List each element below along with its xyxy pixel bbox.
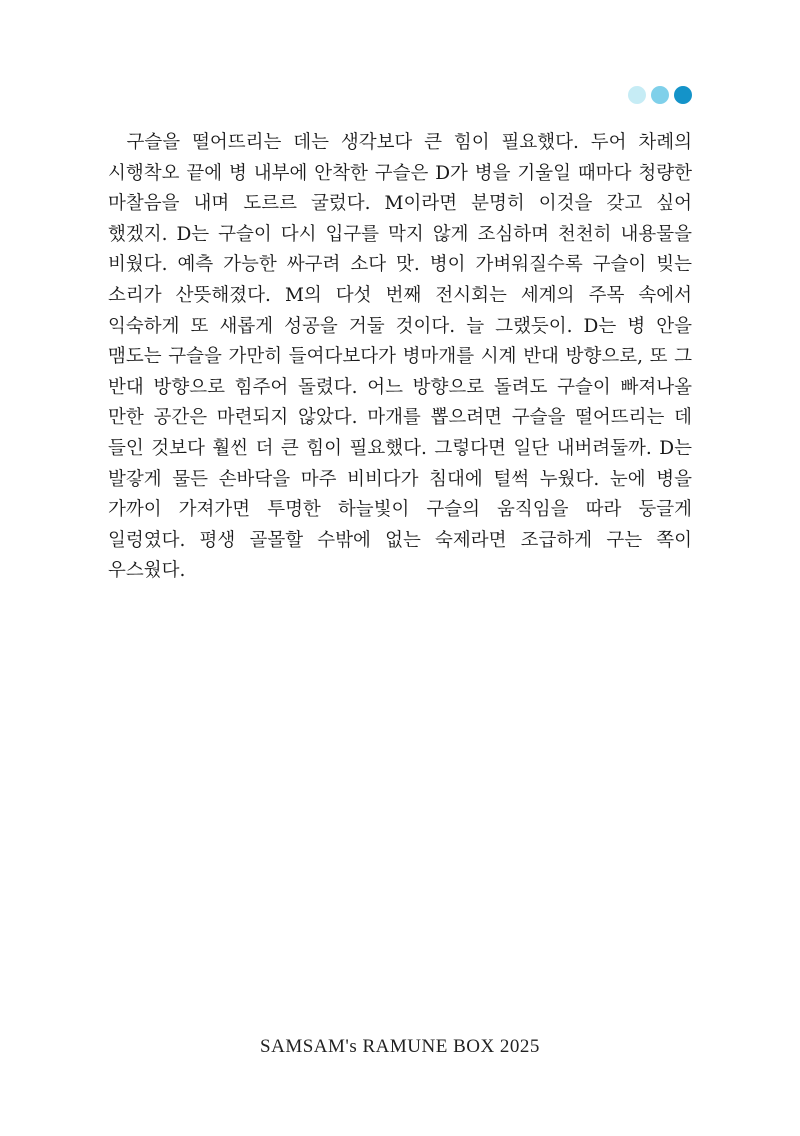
dot-light <box>628 86 646 104</box>
dot-dark <box>674 86 692 104</box>
body-paragraph: 구슬을 떨어뜨리는 데는 생각보다 큰 힘이 필요했다. 두어 차례의 시행착오 끝에 병 내부에 안착한 구슬은 D가 병을 기울일 때마다 청량한 마찰음을 내며 도르르 굴렀다. M이라면 분명히 이것을 갖고 싶어 했겠지. D는 구슬이 다시 입구를 막지 않게 조심하며 천천히 내용물을 비웠다. 예측 가능한 싸구려 소다 맛. 병이 가벼워질수록 구슬이 빚는 소리가 산뜻해졌다. M의 다섯 번째 전시회는 세계의 주목 속에서 익숙하게 또 새롭게 성공을 거둘 것이다. 늘 그랬듯이. D는 병 안을 맴도는 구슬을 가만히 들여다보다가 병마개를 시계 반대 방향으로, 또 그 반대 방향으로 힘주어 돌렸다. 어느 방향으로 돌려도 구슬이 빠져나올 만한 공간은 마련되지 않았다. 마개를 뽑으려면 구슬을 떨어뜨리는 데 들인 것보다 훨씬 더 큰 힘이 필요했다. 그렇다면 일단 내버려둘까. D는 발갛게 물든 손바닥을 마주 비비다가 침대에 털썩 누웠다. 눈에 병을 가까이 가져가면 투명한 하늘빛이 구슬의 움직임을 따라 둥글게 일렁였다. 평생 골몰할 수밖에 없는 숙제라면 조급하게 구는 쪽이 우스웠다. <box>108 132 692 582</box>
decorative-dots <box>628 86 692 104</box>
dot-medium <box>651 86 669 104</box>
page-footer: SAMSAM's RAMUNE BOX 2025 <box>260 1036 540 1057</box>
